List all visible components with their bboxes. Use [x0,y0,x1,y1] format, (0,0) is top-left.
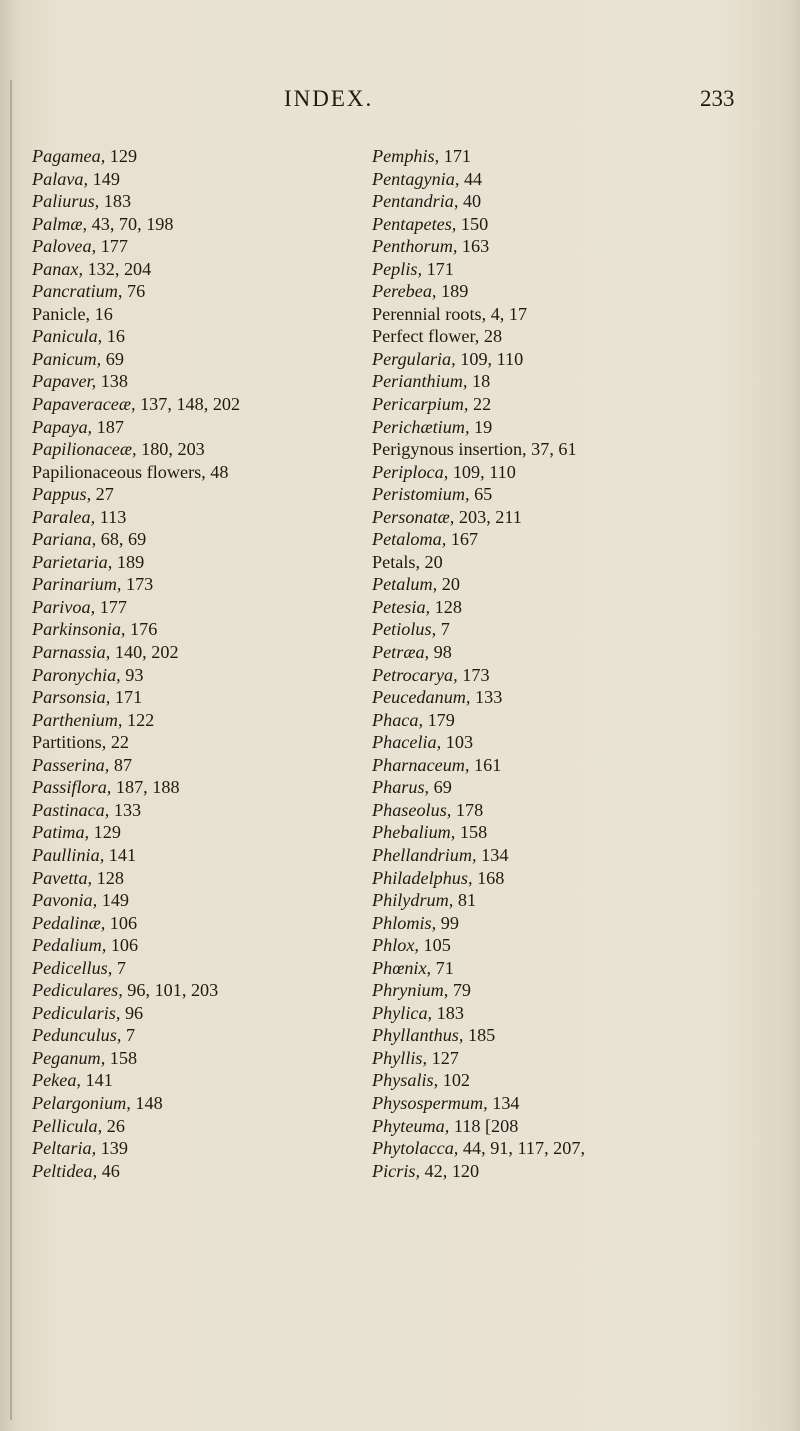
index-entry [372,686,792,709]
index-term: Pagamea, [32,146,106,166]
index-term: Papilionaceous flowers, [32,461,206,482]
index-entry [32,506,352,529]
index-term: Palava, [32,168,89,189]
page-references: 140, 202 [114,642,179,663]
index-term: Parsonsia, [32,687,111,708]
index-entry [372,1024,792,1047]
page-references: 19 [474,416,493,437]
index-entry [32,957,352,980]
page-references: 43, 70, 198 [91,213,174,234]
index-entry [32,934,352,957]
index-term: Pediculares, [32,980,123,1001]
index-entry [32,867,352,890]
running-title: INDEX. [284,86,374,111]
page-references: 46 [101,1160,120,1181]
page-references: 69 [433,777,452,798]
page-references: 68, 69 [100,529,147,550]
page-references: 37, 61 [531,439,577,460]
index-term: Pancratium, [32,281,123,302]
page-header [0,86,800,120]
index-term: Petesia, [372,596,431,617]
page-references: 22 [473,394,492,415]
index-entry [32,483,352,506]
page-references: 7 [116,957,126,978]
page-references: 158 [459,822,488,843]
page-references: 176 [130,619,158,640]
index-term: Peplis, [372,258,423,279]
index-term: Paronychia, [32,664,121,685]
index-entry [32,145,352,168]
index-entry [372,1002,792,1025]
index-entry [32,551,352,574]
page-references: 185 [467,1025,496,1046]
index-term: Periploca, [372,461,449,482]
index-entry [372,235,792,258]
index-term: Pentandria, [372,191,459,212]
index-term: Pelargonium, [32,1092,131,1113]
page-references: 141 [108,844,137,865]
page-references: 158 [109,1047,138,1068]
index-term: Penthorum, [372,236,458,257]
index-term: Phlomis, [372,912,437,933]
index-term: Paliurus, [32,191,100,212]
page-references: 113 [99,506,127,527]
page-references: 96 [124,1002,144,1023]
index-entry [372,325,792,348]
page-references: 102 [442,1070,471,1091]
index-entry [32,799,352,822]
page-references: 173 [462,664,490,685]
page-references: 28 [483,326,503,347]
index-term: Perebea, [372,281,437,302]
page-references: 179 [427,709,455,730]
page-references: 103 [445,732,474,753]
page-references: 81 [457,890,477,911]
index-entry [32,912,352,935]
index-entry [32,348,352,371]
page-references: 71 [435,957,454,978]
page-references: 16 [106,326,125,347]
index-entry [32,258,352,281]
page-references: 118 [208 [453,1115,519,1136]
index-term: Pentagynia, [372,168,460,189]
index-term: Petalum, [372,574,438,595]
page-references: 16 [94,303,113,324]
index-entry [372,754,792,777]
index-term: Palmæ, [32,213,88,234]
index-term: Phrynium, [372,980,449,1001]
index-term: Pergularia, [372,348,456,369]
page-references: 109, 110 [460,348,524,369]
index-term: Parkinsonia, [32,619,126,640]
page-references: 105 [423,935,451,956]
page-references: 171 [426,258,454,279]
page-references: 69 [105,348,124,369]
index-term: Pekea, [32,1070,81,1091]
index-term: Petiolus, [372,619,437,640]
index-entry [32,325,352,348]
index-entry [372,641,792,664]
index-term: Pedunculus, [32,1025,122,1046]
page-references: 189 [441,281,469,302]
index-entry [372,213,792,236]
index-term: Perichætium, [372,416,470,437]
page-references: 26 [106,1115,125,1136]
page-references: 4, 17 [490,303,528,324]
index-term: Phyllis, [372,1047,428,1068]
index-term: Peristomium, [372,484,470,505]
index-term: Pedalinæ, [32,912,106,933]
index-entry [32,844,352,867]
index-entry [372,776,792,799]
index-term: Passerina, [32,754,110,775]
index-entry [32,1069,352,1092]
index-column-right [372,145,792,1182]
index-term: Panicula, [32,326,103,347]
index-term: Panax, [32,258,84,279]
index-term: Perigynous insertion, [372,439,527,460]
index-term: Perennial roots, [372,303,487,324]
index-term: Parthenium, [32,709,123,730]
index-entry [32,1002,352,1025]
page-references: 168 [477,867,505,888]
index-term: Pellicula, [32,1115,103,1136]
page-references: 122 [126,709,155,730]
index-term: Palovea, [32,236,97,257]
page-references: 171 [443,146,472,166]
index-entry [32,393,352,416]
index-term: Petræa, [372,642,430,663]
page-references: 183 [103,191,132,212]
index-entry [372,461,792,484]
page-references: 7 [440,619,450,640]
index-entry [32,709,352,732]
index-term: Phebalium, [372,822,456,843]
index-term: Phyllanthus, [372,1025,464,1046]
page-references: 127 [431,1047,459,1068]
index-term: Paralea, [32,506,96,527]
page-references: 150 [460,213,489,234]
index-entry [372,416,792,439]
page-references: 134 [492,1092,520,1113]
index-entry [32,664,352,687]
index-term: Personatæ, [372,506,455,527]
page-references: 20 [441,574,460,595]
page-number: 233 [700,86,735,111]
index-entry [32,596,352,619]
index-entry [32,213,352,236]
index-entry [372,596,792,619]
index-term: Pedicellus, [32,957,113,978]
page-references: 187, 188 [115,777,180,798]
index-entry [372,438,792,461]
page-references: 203, 211 [458,506,522,527]
index-entry [32,1024,352,1047]
index-entry [32,889,352,912]
index-term: Pavonia, [32,890,98,911]
index-entry [32,461,352,484]
index-entry [372,1137,792,1160]
page-references: 161 [474,754,502,775]
page-references: 180, 203 [141,439,205,460]
page-references: 183 [436,1002,464,1023]
index-term: Parnassia, [32,642,111,663]
page-references: 106 [109,912,138,933]
index-entry [372,957,792,980]
index-term: Petals, [372,551,420,572]
binding-gutter [10,80,12,1420]
index-entry [372,1115,792,1138]
index-entry [32,303,352,326]
index-term: Phaca, [372,709,424,730]
index-entry [32,979,352,1002]
page-references: 18 [472,371,491,392]
page-references: 133 [475,687,503,708]
index-term: Pastinaca, [32,799,110,820]
index-entry [32,416,352,439]
page-references: 148 [135,1092,163,1113]
index-term: Physalis, [372,1070,439,1091]
index-entry [32,618,352,641]
page-references: 129 [109,146,138,166]
page-references: 48 [210,461,229,482]
page-references: 133 [113,799,142,820]
index-entry [32,1137,352,1160]
index-entry [32,1092,352,1115]
index-term: Papaya, [32,416,93,437]
page-references: 22 [110,732,130,753]
page-references: 132, 204 [87,258,152,279]
index-entry [32,821,352,844]
index-entry [372,889,792,912]
index-entry [372,731,792,754]
index-entry [32,438,352,461]
index-term: Pharus, [372,777,430,798]
index-entry [372,483,792,506]
index-term: Phaseolus, [372,799,452,820]
page-references: 76 [126,281,146,302]
page-references: 99 [440,912,459,933]
index-entry [32,754,352,777]
index-term: Phœnix, [372,957,432,978]
page-references: 44 [463,168,483,189]
index-entry [372,1069,792,1092]
page-references: 65 [474,484,493,505]
index-term: Pappus, [32,484,92,505]
index-entry [372,258,792,281]
index-entry [32,731,352,754]
index-term: Philydrum, [372,890,454,911]
page-references: 138 [100,371,128,392]
index-entry [372,168,792,191]
index-term: Perfect flower, [372,326,480,347]
index-entry [32,1047,352,1070]
page-references: 187 [96,416,124,437]
page-references: 141 [85,1070,113,1091]
index-term: Petrocarya, [372,664,458,685]
index-term: Panicle, [32,303,91,324]
index-term: Petaloma, [372,529,447,550]
index-term: Peganum, [32,1047,106,1068]
page-references: 137, 148, 202 [140,394,241,415]
index-term: Parivoa, [32,596,96,617]
index-entry [372,799,792,822]
index-entry [32,686,352,709]
index-entry [372,370,792,393]
index-term: Patima, [32,822,90,843]
page-references: 129 [93,822,121,843]
page-references: 7 [125,1025,136,1046]
index-term: Pemphis, [372,146,440,166]
index-entry [372,1092,792,1115]
index-term: Pharnaceum, [372,754,470,775]
page-references: 134 [481,844,509,865]
index-term: Pavetta, [32,867,93,888]
index-entry [372,528,792,551]
index-entry [32,190,352,213]
index-entry [372,821,792,844]
index-term: Parinarium, [32,574,122,595]
index-entry [372,1160,792,1183]
page-references: 40 [462,191,482,212]
index-entry [32,528,352,551]
index-term: Picris, [372,1160,420,1181]
index-term: Papaveraceæ, [32,394,136,415]
index-entry [372,709,792,732]
index-entry [372,618,792,641]
page-references: 173 [125,574,154,595]
index-entry [372,573,792,596]
index-entry [372,506,792,529]
page-references: 93 [125,664,144,685]
index-entry [372,844,792,867]
index-column-left [32,145,352,1182]
page-references: 87 [113,754,133,775]
index-entry [32,168,352,191]
index-entry [372,190,792,213]
index-term: Phellandrium, [372,844,477,865]
page-references: 167 [450,529,479,550]
page-references: 149 [101,890,129,911]
index-term: Phylica, [372,1002,433,1023]
index-entry [372,393,792,416]
index-entry [32,280,352,303]
page-references: 177 [99,596,127,617]
index-entry [372,1047,792,1070]
page-references: 177 [100,236,128,257]
page-references: 128 [96,867,124,888]
index-term: Panicum, [32,348,102,369]
index-term: Peltaria, [32,1138,97,1159]
page-references: 178 [455,799,484,820]
index-term: Phyteuma, [372,1115,450,1136]
page-references: 44, 91, 117, 207, [462,1138,585,1159]
index-term: Passiflora, [32,777,112,798]
index-entry [372,551,792,574]
index-term: Physospermum, [372,1092,488,1113]
page-references: 163 [461,236,490,257]
index-term: Phacelia, [372,732,442,753]
page-references: 98 [433,642,452,663]
index-term: Pentapetes, [372,213,457,234]
page-references: 109, 110 [452,461,516,482]
index-term: Papaver, [32,371,97,392]
page-references: 42, 120 [424,1160,480,1181]
index-term: Papilionaceæ, [32,439,137,460]
page-references: 96, 101, 203 [127,980,219,1001]
index-entry [372,664,792,687]
index-entry [372,348,792,371]
index-entry [372,145,792,168]
page-references: 128 [434,596,462,617]
index-entry [32,641,352,664]
index-entry [372,912,792,935]
page-references: 20 [424,551,443,572]
index-entry [372,303,792,326]
index-term: Philadelphus, [372,867,473,888]
index-term: Perianthium, [372,371,468,392]
index-entry [32,776,352,799]
index-entry [32,1160,352,1183]
index-term: Partitions, [32,732,107,753]
index-term: Pariana, [32,529,97,550]
page-references: 149 [92,168,120,189]
index-entry [32,370,352,393]
index-term: Phytolacca, [372,1138,459,1159]
page-references: 27 [95,484,114,505]
index-term: Peucedanum, [372,687,471,708]
index-entry [372,280,792,303]
index-term: Pedicularis, [32,1002,121,1023]
index-term: Pericarpium, [372,394,469,415]
page-references: 171 [114,687,143,708]
index-term: Phlox, [372,935,419,956]
index-entry [372,934,792,957]
index-entry [372,979,792,1002]
index-entry [372,867,792,890]
page-references: 139 [100,1138,128,1159]
index-entry [32,235,352,258]
index-entry [32,1115,352,1138]
index-term: Pedalium, [32,935,107,956]
page-references: 106 [110,935,139,956]
index-entry [32,573,352,596]
index-term: Parietaria, [32,551,113,572]
index-term: Paullinia, [32,844,105,865]
page-references: 79 [452,980,472,1001]
page-references: 189 [116,551,145,572]
index-term: Peltidea, [32,1160,98,1181]
